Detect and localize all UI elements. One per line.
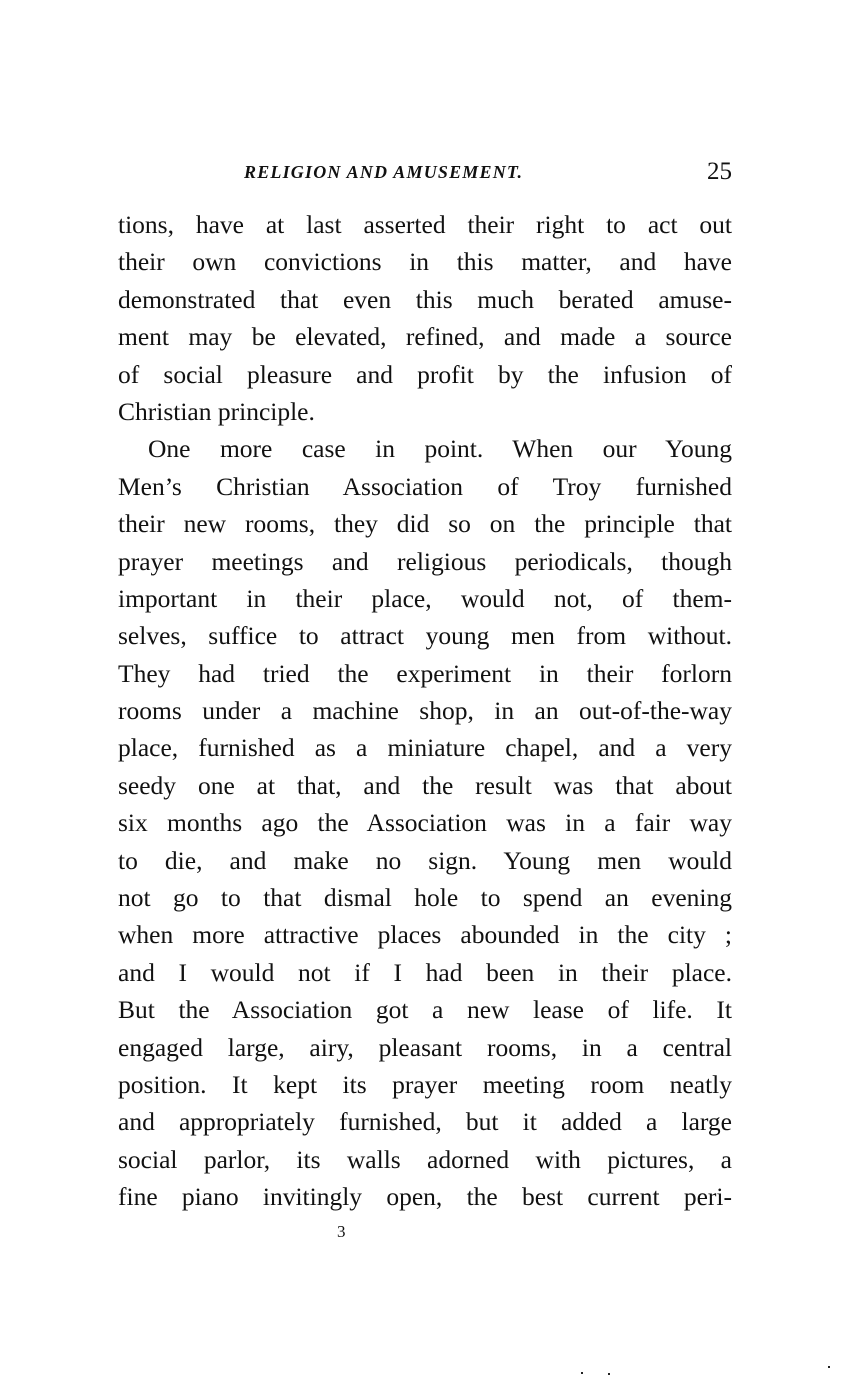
text-line: But the Association got a new lease of life. It: [118, 995, 732, 1025]
scan-speck: [581, 1372, 583, 1374]
text-line: and I would not if I had been in their place.: [118, 957, 732, 987]
scan-speck: [608, 1373, 610, 1375]
text-line: position. It kept its prayer meeting room neatly: [118, 1069, 732, 1099]
text-line: prayer meetings and religious periodicals, though: [118, 546, 732, 576]
text-line: engaged large, airy, pleasant rooms, in a central: [118, 1032, 732, 1062]
text-line: ment may be elevated, refined, and made a source: [118, 322, 732, 352]
text-line: their new rooms, they did so on the principle that: [118, 509, 732, 539]
text-line: when more attractive places abounded in the city ;: [118, 920, 732, 950]
text-line: social parlor, its walls adorned with pictures, a: [118, 1144, 732, 1174]
text-line: Christian principle.: [118, 396, 315, 426]
text-line: not go to that dismal hole to spend an evening: [118, 883, 732, 913]
text-line: They had tried the experiment in their forlorn: [118, 658, 732, 688]
text-line: demonstrated that even this much berated amuse-: [118, 284, 732, 314]
text-line: place, furnished as a miniature chapel, and a very: [118, 733, 732, 763]
text-line: selves, suffice to attract young men from without.: [118, 621, 732, 651]
text-line: of social pleasure and profit by the infusion of: [118, 359, 732, 389]
scan-speck: [828, 1366, 830, 1368]
text-line: their own convictions in this matter, and have: [118, 247, 732, 277]
text-line: One more case in point. When our Young: [148, 434, 732, 464]
text-line: important in their place, would not, of them-: [118, 583, 732, 613]
signature-mark: 3: [337, 1222, 346, 1241]
body-text: [118, 206, 732, 1216]
paragraph-2: [118, 430, 732, 1215]
text-line: seedy one at that, and the result was that about: [118, 770, 732, 800]
text-line: fine piano invitingly open, the best current peri-: [118, 1182, 732, 1212]
text-line: and appropriately furnished, but it added a large: [118, 1107, 732, 1137]
running-head: [118, 158, 732, 192]
text-line: tions, have at last asserted their right to act out: [118, 210, 732, 239]
page-number: 25: [707, 158, 732, 185]
text-line: Men’s Christian Association of Troy furnished: [118, 471, 732, 501]
text-line: rooms under a machine shop, in an out-of-the-way: [118, 696, 732, 726]
running-title: RELIGION AND AMUSEMENT.: [244, 162, 524, 182]
text-line: to die, and make no sign. Young men would: [118, 845, 732, 875]
text-line: six months ago the Association was in a fair way: [118, 808, 732, 838]
paragraph-1: [118, 206, 732, 430]
